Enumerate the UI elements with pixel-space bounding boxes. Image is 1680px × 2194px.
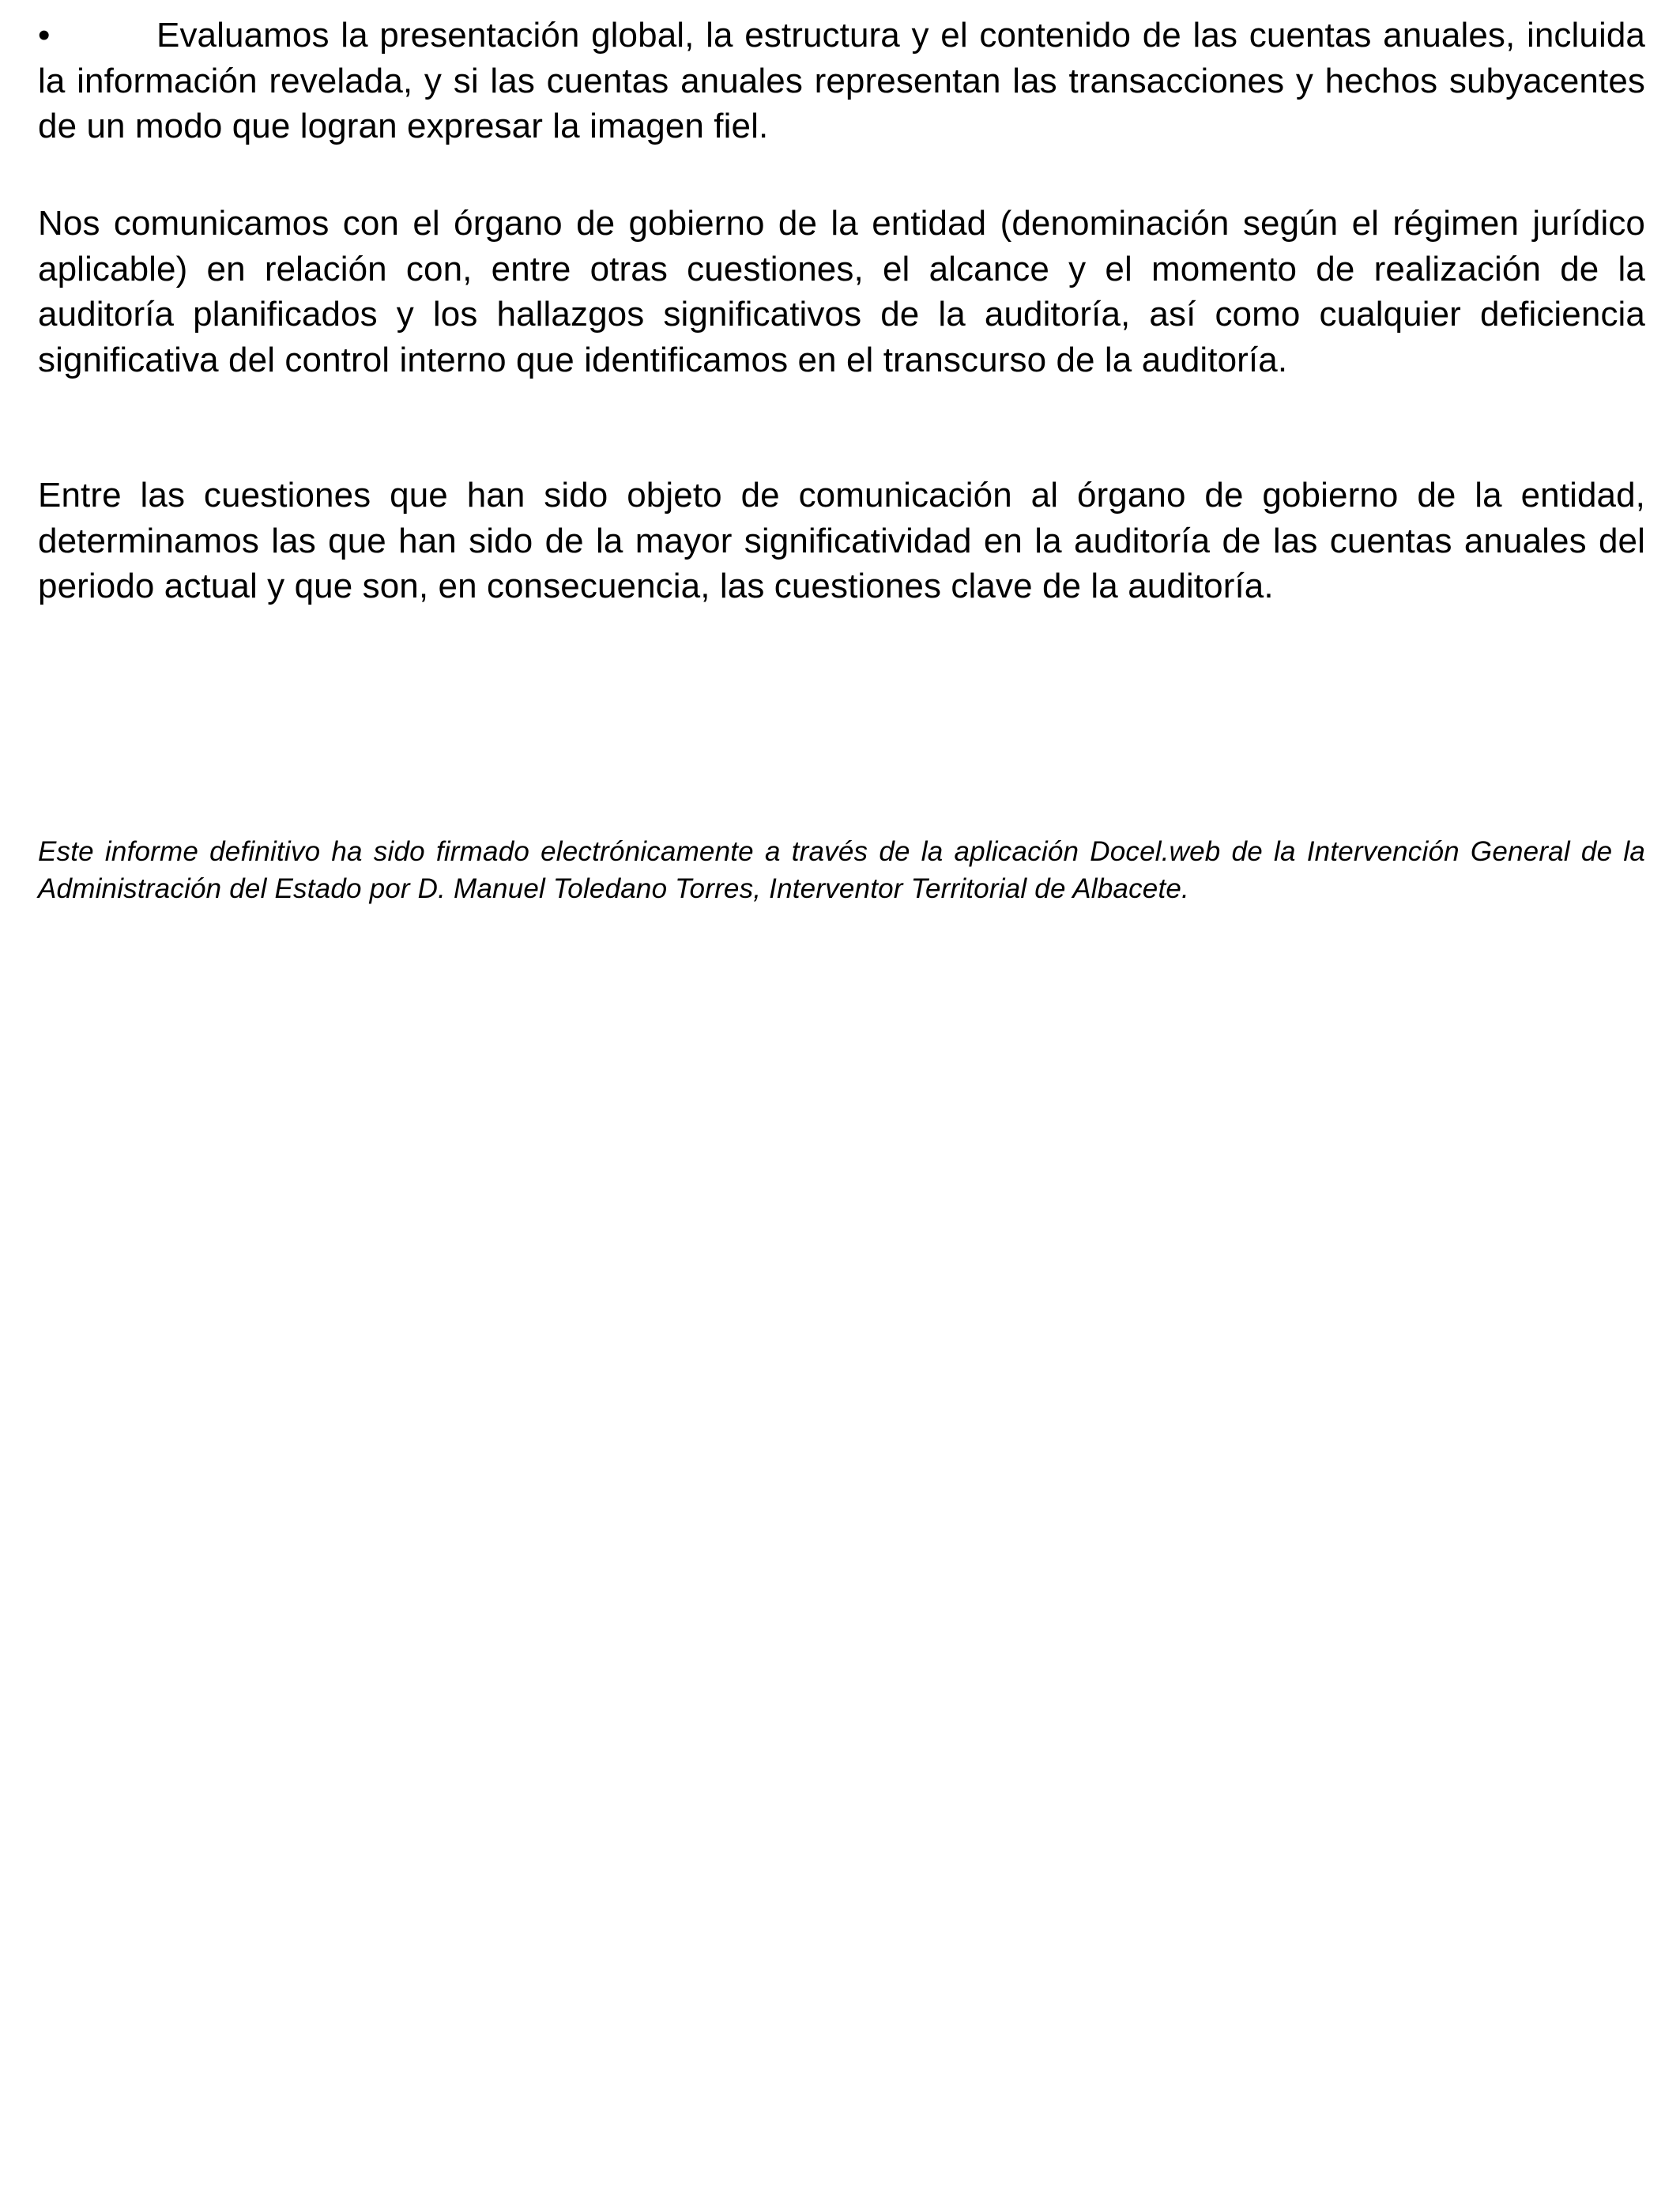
electronic-signature-note: Este informe definitivo ha sido firmado electrónicamente a través de la aplicación Docel.web de la Intervención General de la Administración del Estado por D. Manuel Toledano Torres, Interventor Territorial de Albacete. [38, 836, 1645, 904]
paragraph-communication: Nos comunicamos con el órgano de gobierno de la entidad (denominación según el régimen jurídico aplicable) en relación con, entre otras cuestiones, el alcance y el momento de realización de la auditoría planificados y los hallazgos significativos de la auditoría, así como cualquier deficiencia significativa del control interno que identificamos en el transcurso de la auditoría. [38, 204, 1645, 379]
bullet-paragraph [38, 13, 1645, 149]
paragraph-key-matters: Entre las cuestiones que han sido objeto de comunicación al órgano de gobierno de la entidad, determinamos las que han sido de la mayor significatividad en la auditoría de las cuentas anuales del periodo actual y que son, en consecuencia, las cuestiones clave de la auditoría. [38, 476, 1645, 605]
bullet-paragraph-text: Evaluamos la presentación global, la estructura y el contenido de las cuentas anuales, incluida la información revelada, y si las cuentas anuales representan las transacciones y hechos subyacentes de un modo que logran expresar la imagen fiel. [38, 16, 1645, 145]
bullet-marker: • [38, 16, 51, 55]
